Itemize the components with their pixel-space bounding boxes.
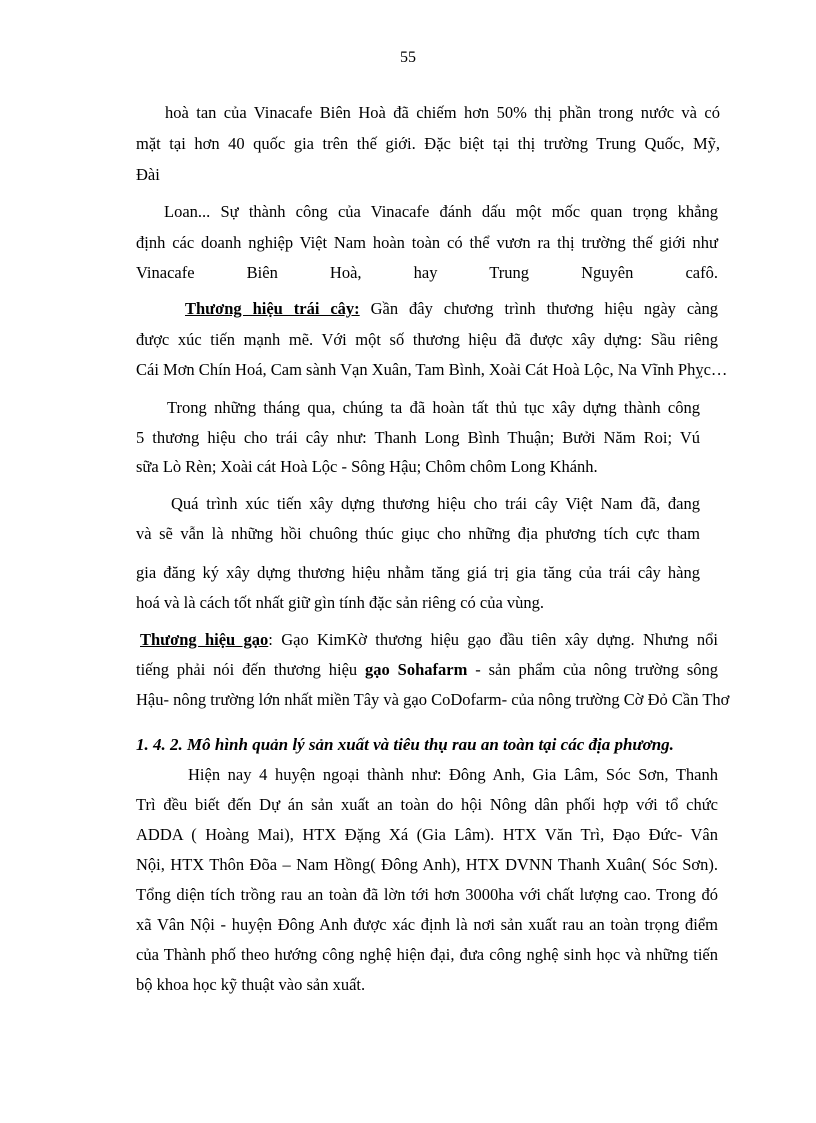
para6-line1-text: : Gạo KimKờ thương hiệu gạo đầu tiên xây dựng. Nhưng nổi [268,630,718,649]
para6-line2-post: - sản phẩm của nông trường sông [467,660,719,679]
para2-line3: Vinacafe Biên Hoà, hay Trung Nguyên cafô. [136,263,718,282]
para1-line3: Đài [136,165,160,184]
para1-line2: mặt tại hơn 40 quốc gia trên thế giới. Đặc biệt tại thị trường Trung Quốc, Mỹ, [136,134,720,153]
para7-line1: Hiện nay 4 huyện ngoại thành như: Đông Anh, Gia Lâm, Sóc Sơn, Thanh [188,765,718,784]
para7-line2: Trì đều biết đến Dự án sản xuất an toàn do hội Nông dân phối hợp với tổ chức [136,795,718,814]
para2-line2: định các doanh nghiệp Việt Nam hoàn toàn có thể vươn ra thị trường thế giới như [136,233,718,252]
para5-line3: gia đăng ký xây dựng thương hiệu nhằm tăng giá trị gia tăng của trái cây hàng [136,563,700,582]
para2-line1: Loan... Sự thành công của Vinacafe đánh dấu một mốc quan trọng khẳng [164,202,718,221]
para7-line8: bộ khoa học kỹ thuật vào sản xuất. [136,975,366,994]
para3-line3: Cái Mơn Chín Hoá, Cam sành Vạn Xuân, Tam Bình, Xoài Cát Hoà Lộc, Na Vĩnh Phỵc… [136,360,728,379]
para3-line1-text: Gần đây chương trình thương hiệu ngày càng [359,299,718,318]
para4-line2: 5 thương hiệu cho trái cây như: Thanh Long Bình Thuận; Bưởi Năm Roi; Vú [136,428,700,447]
page-number: 55 [400,49,416,66]
para3-line2: được xúc tiến mạnh mẽ. Với một số thương hiệu đã được xây dựng: Sầu riêng [136,330,718,349]
para5-line2: và sẽ vẫn là những hồi chuông thúc giục cho những địa phương tích cực tham [136,524,700,543]
sohafarm-rice: gạo Sohafarm [365,660,468,679]
rice-brand-label: Thương hiệu gạo [140,630,269,649]
para5-line1: Quá trình xúc tiến xây dựng thương hiệu cho trái cây Việt Nam đã, đang [171,494,700,513]
para7-line6: xã Vân Nội - huyện Đông Anh được xác định là nơi sản xuất rau an toàn trọng điểm [136,915,718,934]
fruit-brand-label: Thương hiệu trái cây: [185,299,360,318]
para4-line1: Trong những tháng qua, chúng ta đã hoàn tất thủ tục xây dựng thành công [167,398,700,417]
para7-line5: Tổng diện tích trồng rau an toàn đã lờn tới hơn 3000ha với chất lượng cao. Trong đó [136,885,718,904]
para4-line3: sữa Lò Rèn; Xoài cát Hoà Lộc - Sông Hậu; Chôm chôm Long Khánh. [136,457,598,476]
para7-line4: Nội, HTX Thôn Đõa – Nam Hồng( Đông Anh), HTX DVNN Thanh Xuân( Sóc Sơn). [136,855,718,874]
para1-line1: hoà tan của Vinacafe Biên Hoà đã chiếm hơn 50% thị phần trong nước và có [165,103,720,122]
para6-line3: Hậu- nông trường lớn nhất miền Tây và gạo CoDofarm- của nông trường Cờ Đỏ Cần Thơ [136,690,730,709]
para3-line1 [185,299,718,319]
para6-line1 [140,630,718,650]
section-heading: 1. 4. 2. Mô hình quản lý sản xuất và tiêu thụ rau an toàn tại các địa phương. [136,735,674,754]
para7-line3: ADDA ( Hoàng Mai), HTX Đặng Xá (Gia Lâm). HTX Văn Trì, Đạo Đức- Vân [136,825,718,844]
para6-line2-pre: tiếng phải nói đến thương hiệu [136,660,366,679]
para7-line7: của Thành phố theo hướng công nghệ hiện đại, đưa công nghệ sinh học và những tiến [136,945,718,964]
para5-line4: hoá và là cách tốt nhất giữ gìn tính đặc sản riêng có của vùng. [136,593,545,612]
para6-line2 [136,660,718,680]
